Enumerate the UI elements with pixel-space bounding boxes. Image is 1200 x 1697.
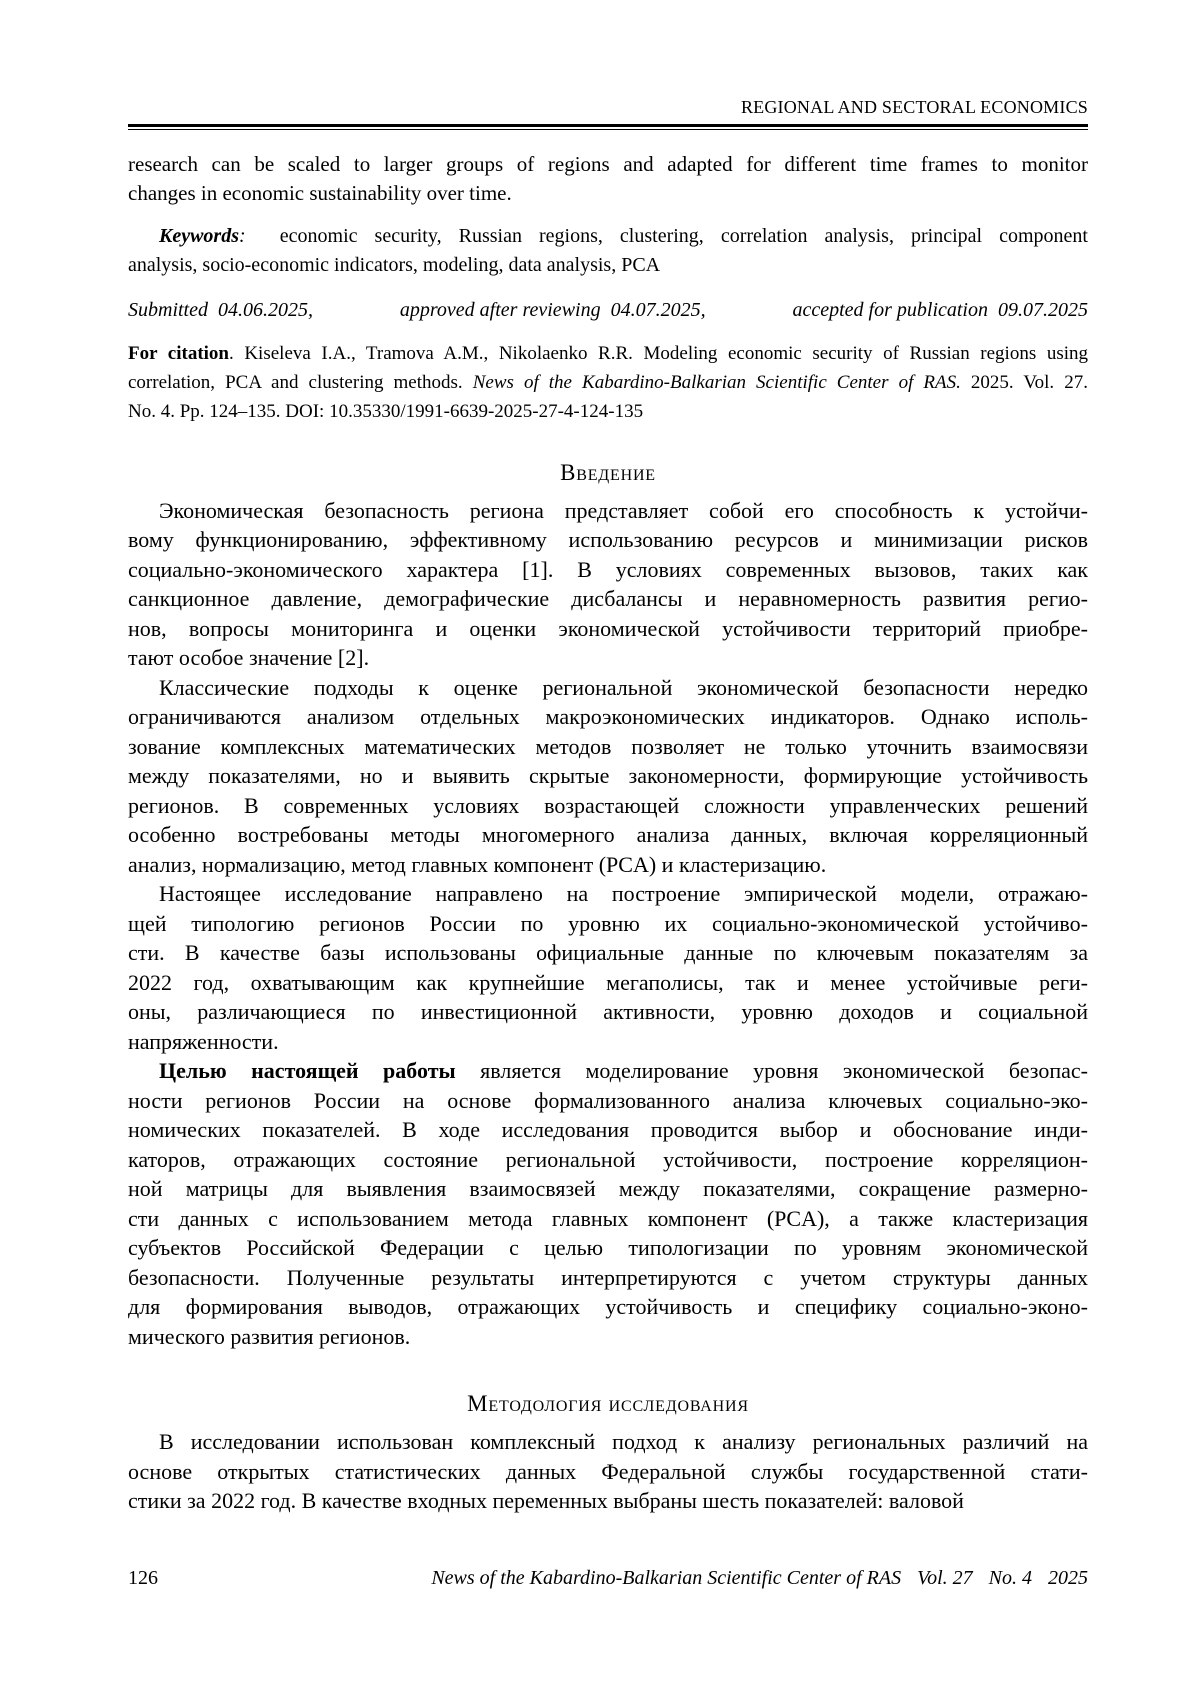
text-segment: correlation, PCA and clustering methods.: [128, 371, 473, 393]
text-line: [128, 1056, 1088, 1086]
text-line: [128, 1174, 1088, 1204]
text-line: [128, 1427, 1088, 1457]
text-line: [128, 150, 1088, 180]
text-segment: нов, вопросы мониторинга и оценки экономической устойчивости территорий приобре-: [128, 615, 1088, 641]
for-citation-label: For citation: [128, 342, 229, 364]
submitted-date: Submitted 04.06.2025,: [128, 298, 313, 321]
text-segment: No. 4. Pp. 124–135. DOI: 10.35330/1991-6639-2025-27-4-124-135: [128, 400, 644, 422]
year-label: 2025: [1048, 1567, 1088, 1589]
methodology-paragraph-1: [128, 1427, 1088, 1516]
citation-paragraph: [128, 339, 1088, 426]
text-line: [128, 643, 1088, 673]
running-head: REGIONAL AND SECTORAL ECONOMICS: [740, 97, 1088, 117]
text-line: [128, 791, 1088, 821]
text-segment: санкционное давление, демографические дисбалансы и неравномерность развития регио-: [128, 586, 1088, 612]
text-line: [128, 614, 1088, 644]
text-segment: вому функционированию, эффективному использованию ресурсов и минимизации рисков: [128, 527, 1088, 553]
content-blocks: [128, 150, 1088, 1516]
text-segment: ности регионов России на основе формализованного анализа ключевых социально-эко-: [128, 1087, 1088, 1113]
text-segment: ограничиваются анализом отдельных макроэкономических индикаторов. Однако исполь-: [128, 704, 1088, 730]
text-line: [128, 1263, 1088, 1293]
keywords-label: Keywords: [159, 224, 239, 247]
text-segment: Экономическая безопасность региона представляет собой его способность к устойчи-: [159, 497, 1088, 523]
volume-label: Vol. 27: [917, 1567, 973, 1589]
text-segment: анализ, нормализацию, метод главных компонент (PCA) и кластеризацию.: [128, 851, 827, 877]
text-line: [128, 179, 1088, 209]
text-line: [128, 1322, 1088, 1352]
text-segment: оны, различающиеся по инвестиционной активности, уровню доходов и социальной: [128, 999, 1088, 1025]
page-footer: [128, 1566, 1088, 1590]
text-line: [128, 673, 1088, 703]
text-segment: мического развития регионов.: [128, 1323, 411, 1349]
accepted-date: accepted for publication 09.07.2025: [792, 298, 1088, 321]
journal-title: News of the Kabardino-Balkarian Scientific Center of RAS: [431, 1567, 902, 1589]
text-segment: между показателями, но и выявить скрытые закономерности, формирующие устойчивость: [128, 763, 1088, 789]
text-segment: является моделирование уровня экономической безопас-: [455, 1058, 1088, 1084]
text-segment: зование комплексных математических методов позволяет не только уточнить взаимосвязи: [128, 733, 1088, 759]
goal-lead-in: Целью настоящей работы: [159, 1058, 456, 1084]
approved-date: approved after reviewing 04.07.2025,: [399, 298, 706, 321]
text-segment: стики за 2022 год. В качестве входных переменных выбраны шесть показателей: валовой: [128, 1488, 964, 1514]
text-segment: :: [239, 224, 246, 247]
text-line: [128, 1086, 1088, 1116]
text-line: [128, 820, 1088, 850]
text-line: [128, 732, 1088, 762]
text-line: [128, 1145, 1088, 1175]
text-line: [128, 584, 1088, 614]
text-segment: В исследовании использован комплексный подход к анализу региональных различий на: [159, 1429, 1088, 1455]
text-segment: сти данных с использованием метода главных компонент (PCA), а также кластеризация: [128, 1205, 1088, 1231]
text-line: [128, 1457, 1088, 1487]
section-heading-methodology: Методология исследования: [467, 1391, 749, 1417]
text-segment: регионов. В современных условиях возрастающей сложности управленческих решений: [128, 792, 1088, 818]
intro-paragraph-2: [128, 673, 1088, 880]
text-line: [128, 251, 1088, 281]
text-line: [128, 222, 1088, 252]
text-segment: сти. В качестве базы использованы официальные данные по ключевым показателям за: [128, 940, 1088, 966]
text-segment: research can be scaled to larger groups of regions and adapted for different time frames to monitor: [128, 151, 1088, 176]
text-line: [128, 761, 1088, 791]
intro-paragraph-1: [128, 496, 1088, 673]
text-segment: особенно востребованы методы многомерного анализа данных, включая корреляционный: [128, 822, 1088, 848]
keywords-paragraph: [128, 222, 1088, 281]
text-line: [128, 1233, 1088, 1263]
header-rule: [128, 124, 1088, 130]
text-line: [128, 850, 1088, 880]
text-line: [128, 909, 1088, 939]
text-segment: 2025. Vol. 27.: [960, 371, 1088, 393]
text-segment: номических показателей. В ходе исследования проводится выбор и обоснование инди-: [128, 1117, 1088, 1143]
header-rule-thin: [128, 129, 1088, 130]
text-segment: каторов, отражающих состояние региональной устойчивости, построение корреляцион-: [128, 1146, 1088, 1172]
text-segment: субъектов Российской Федерации с целью типологизации по уровням экономической: [128, 1235, 1088, 1261]
text-segment: основе открытых статистических данных Федеральной службы государственной стати-: [128, 1458, 1088, 1484]
text-line: [128, 1027, 1088, 1057]
page-number: 126: [128, 1567, 158, 1589]
text-line: [128, 1204, 1088, 1234]
text-segment: analysis, socio-economic indicators, modeling, data analysis, PCA: [128, 254, 661, 277]
text-line: [128, 879, 1088, 909]
text-line: [128, 997, 1088, 1027]
text-line: [128, 496, 1088, 526]
text-segment: для формирования выводов, отражающих устойчивость и специфику социально-эконо-: [128, 1294, 1088, 1320]
issue-label: No. 4: [988, 1567, 1032, 1589]
text-line: [128, 968, 1088, 998]
text-line: [128, 555, 1088, 585]
text-line: [128, 397, 1088, 426]
text-segment: 2022 год, охватывающим как крупнейшие мегаполисы, так и менее устойчивые реги-: [128, 969, 1088, 995]
header-rule-thick: [128, 124, 1088, 127]
text-line: [128, 525, 1088, 555]
text-line: [128, 1115, 1088, 1145]
text-segment: социально-экономического характера [1]. В условиях современных вызовов, таких как: [128, 556, 1088, 582]
text-line: [128, 1292, 1088, 1322]
text-line: [128, 339, 1088, 368]
text-segment: щей типологию регионов России по уровню их социально-экономической устойчиво-: [128, 910, 1088, 936]
text-line: [128, 938, 1088, 968]
text-segment: News of the Kabardino-Balkarian Scientific Center of RAS.: [472, 371, 961, 393]
section-heading-introduction: Введение: [560, 459, 656, 485]
text-segment: economic security, Russian regions, clustering, correlation analysis, principal component: [245, 224, 1088, 247]
text-line: [128, 368, 1088, 397]
text-line: [128, 1486, 1088, 1516]
text-segment: ной матрицы для выявления взаимосвязей между показателями, сокращение размерно-: [128, 1176, 1088, 1202]
text-segment: . Kiseleva I.A., Tramova A.M., Nikolaenko R.R. Modeling economic security of Russian regions using: [229, 342, 1088, 364]
text-segment: Настоящее исследование направлено на построение эмпирической модели, отражаю-: [159, 881, 1088, 907]
dates-line: [128, 296, 1088, 325]
abstract-tail-paragraph: [128, 150, 1088, 209]
text-segment: тают особое значение [2].: [128, 645, 370, 671]
text-segment: напряженности.: [128, 1028, 279, 1054]
intro-paragraph-4: [128, 1056, 1088, 1351]
text-segment: безопасности. Полученные результаты интерпретируются с учетом структуры данных: [128, 1264, 1088, 1290]
intro-paragraph-3: [128, 879, 1088, 1056]
text-segment: Классические подходы к оценке региональной экономической безопасности нередко: [159, 674, 1088, 700]
journal-footer-line: [431, 1566, 1088, 1590]
text-line: [128, 702, 1088, 732]
text-segment: changes in economic sustainability over time.: [128, 181, 512, 206]
